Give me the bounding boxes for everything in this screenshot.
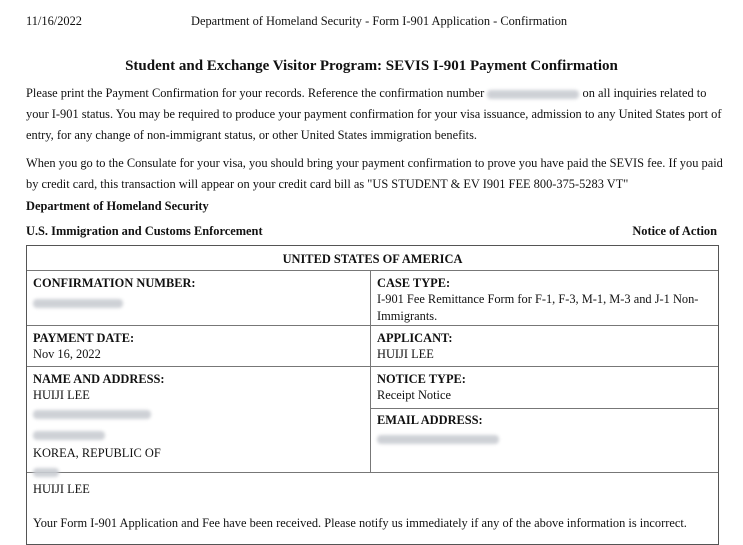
print-date: 11/16/2022	[26, 14, 82, 28]
applicant-label: APPLICANT:	[377, 331, 453, 345]
agency-name: Department of Homeland Security	[26, 199, 209, 213]
instructions-part-1: Please print the Payment Confirmation for your records. Reference the confirmation number	[26, 86, 485, 100]
name-address-cell	[27, 367, 371, 472]
notice-table	[26, 245, 719, 545]
redacted-confirmation-number	[487, 90, 579, 99]
applicant-cell	[371, 326, 718, 366]
notice-type-cell	[371, 367, 718, 472]
footer-applicant-name: HUIJI LEE	[33, 482, 90, 496]
notice-type-value: Receipt Notice	[377, 388, 451, 402]
email-label: EMAIL ADDRESS:	[377, 413, 483, 427]
instructions-paragraph	[26, 83, 726, 146]
name-value: HUIJI LEE	[33, 388, 90, 402]
instructions-part-2: on all inquiries related to your I-901 status. You may be required to produce your payment confirmation for your visa issuance, admission to any United States port of entry, for any change of non-immigrant status, or other United States immigration benefits.	[26, 86, 722, 142]
payment-date-label: PAYMENT DATE:	[33, 331, 135, 345]
table-row	[27, 271, 718, 326]
footer-message: Your Form I-901 Application and Fee have been received. Please notify us immediately if any of the above information is incorrect.	[33, 516, 687, 530]
cell-divider	[371, 408, 718, 409]
case-type-label: CASE TYPE:	[377, 276, 451, 290]
applicant-value: HUIJI LEE	[377, 347, 434, 361]
redacted-email-value	[377, 435, 499, 444]
table-row	[27, 326, 718, 367]
sub-agency-name: U.S. Immigration and Customs Enforcement	[26, 224, 263, 238]
notice-of-action-label: Notice of Action	[632, 224, 717, 238]
print-header-title: Department of Homeland Security - Form I-901 Application - Confirmation	[191, 14, 568, 28]
case-type-value: I-901 Fee Remittance Form for F-1, F-3, M-1, M-3 and J-1 Non-Immigrants.	[377, 292, 699, 323]
redacted-confirmation-value	[33, 299, 123, 308]
redacted-address-line-2	[33, 431, 105, 440]
name-address-label: NAME AND ADDRESS:	[33, 372, 165, 386]
confirmation-label: CONFIRMATION NUMBER:	[33, 276, 196, 290]
case-type-cell	[371, 271, 718, 325]
page-title: Student and Exchange Visitor Program: SEVIS I-901 Payment Confirmation	[125, 58, 618, 74]
confirmation-cell	[27, 271, 371, 325]
notice-type-label: NOTICE TYPE:	[377, 372, 466, 386]
consulate-paragraph: When you go to the Consulate for your visa, you should bring your payment confirmation to prove you have paid the SEVIS fee. If you paid by credit card, this transaction will appear on your credit card bill as "US STUDENT & EV I901 FEE 800-375-5283 VT"	[26, 156, 723, 191]
table-heading: UNITED STATES OF AMERICA	[27, 246, 718, 271]
payment-date-cell	[27, 326, 371, 366]
table-row	[27, 367, 718, 473]
print-header	[26, 14, 717, 30]
country-value: KOREA, REPUBLIC OF	[33, 446, 161, 460]
payment-date-value: Nov 16, 2022	[33, 347, 101, 361]
redacted-address-line-1	[33, 410, 151, 419]
redacted-postal-code	[33, 468, 59, 477]
